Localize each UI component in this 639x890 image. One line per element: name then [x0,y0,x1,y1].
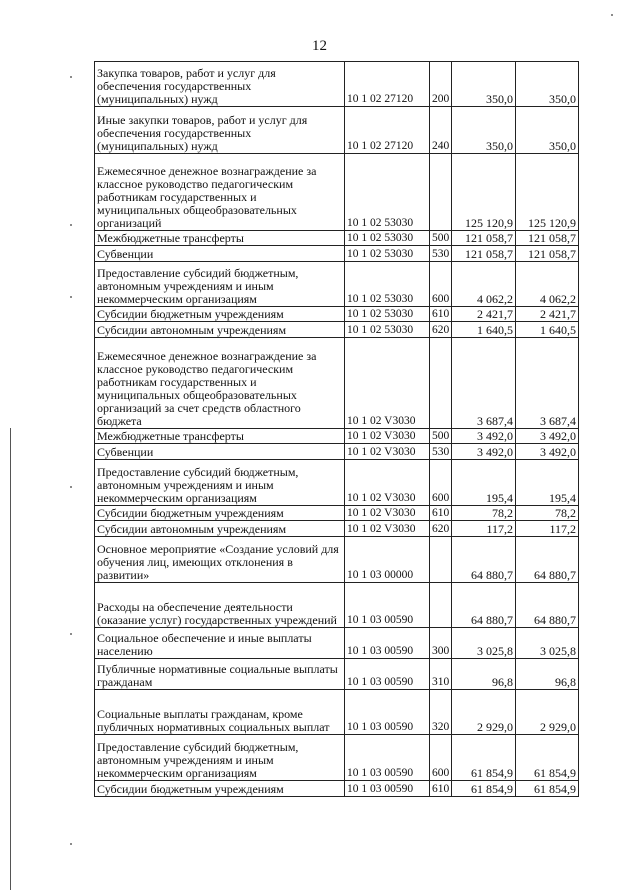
row-name-cell: Межбюджетные трансферты [95,231,345,246]
row-sum1-cell: 78,2 [452,506,516,521]
row-name-cell: Предоставление субсидий бюджетным, автономным учреждениям и иным некоммерческим организациям [95,460,345,506]
row-code-cell: 10 1 02 V3030 [345,338,430,429]
row-sum1-cell: 2 929,0 [452,690,516,735]
row-vr-cell: 620 [430,521,452,537]
row-name-cell: Субсидии автономным учреждениям [95,322,345,338]
row-sum2-cell: 3 687,4 [516,338,579,429]
row-vr-cell: 300 [430,628,452,659]
row-sum2-cell: 350,0 [516,107,579,154]
row-sum2-cell: 350,0 [516,62,579,107]
row-vr-cell: 600 [430,735,452,781]
row-code-cell: 10 1 02 53030 [345,246,430,262]
row-vr-cell: 200 [430,62,452,107]
row-sum2-cell: 61 854,9 [516,735,579,781]
row-sum1-cell: 64 880,7 [452,583,516,628]
budget-table [94,61,579,797]
row-vr-cell: 240 [430,107,452,154]
row-vr-cell: 500 [430,231,452,246]
row-sum2-cell: 2 421,7 [516,307,579,322]
table-row [95,460,579,506]
row-code-cell: 10 1 02 V3030 [345,429,430,444]
row-name-cell: Иные закупки товаров, работ и услуг для обеспечения государственных (муниципальных) нужд [95,107,345,154]
row-sum1-cell: 121 058,7 [452,231,516,246]
row-sum2-cell: 195,4 [516,460,579,506]
table-row [95,231,579,246]
page-number: 12 [312,38,327,54]
scan-speck [70,633,72,635]
row-vr-cell [430,583,452,628]
row-sum2-cell: 3 492,0 [516,429,579,444]
row-name-cell: Субсидии бюджетным учреждениям [95,307,345,322]
row-name-cell: Межбюджетные трансферты [95,429,345,444]
row-name-cell: Субсидии бюджетным учреждениям [95,506,345,521]
row-name-cell: Ежемесячное денежное вознаграждение за классное руководство педагогическим работникам государственных и муниципальных общеобразовательных организаций за счет средств областного бюджета [95,338,345,429]
row-sum1-cell: 96,8 [452,659,516,690]
row-sum1-cell: 3 687,4 [452,338,516,429]
table-row [95,246,579,262]
row-vr-cell: 500 [430,429,452,444]
row-sum2-cell: 61 854,9 [516,781,579,797]
budget-table-body [95,62,579,797]
row-sum1-cell: 350,0 [452,62,516,107]
row-vr-cell: 610 [430,781,452,797]
row-name-cell: Расходы на обеспечение деятельности (оказание услуг) государственных учреждений [95,583,345,628]
row-sum2-cell: 2 929,0 [516,690,579,735]
row-vr-cell [430,338,452,429]
row-sum2-cell: 121 058,7 [516,246,579,262]
table-row [95,521,579,537]
row-sum2-cell: 1 640,5 [516,322,579,338]
row-sum1-cell: 61 854,9 [452,781,516,797]
table-row [95,322,579,338]
row-code-cell: 10 1 02 V3030 [345,460,430,506]
row-code-cell: 10 1 02 V3030 [345,521,430,537]
row-sum2-cell: 3 025,8 [516,628,579,659]
row-vr-cell [430,537,452,583]
row-sum1-cell: 3 492,0 [452,429,516,444]
row-vr-cell [430,154,452,231]
row-vr-cell: 620 [430,322,452,338]
row-sum1-cell: 1 640,5 [452,322,516,338]
row-sum2-cell: 125 120,9 [516,154,579,231]
row-name-cell: Основное мероприятие «Создание условий для обучения лиц, имеющих отклонения в развитии» [95,537,345,583]
row-code-cell: 10 1 02 V3030 [345,444,430,460]
row-code-cell: 10 1 03 00590 [345,735,430,781]
row-code-cell: 10 1 02 53030 [345,307,430,322]
row-name-cell: Предоставление субсидий бюджетным, автономным учреждениям и иным некоммерческим организациям [95,262,345,307]
scan-speck [70,486,72,488]
row-vr-cell: 610 [430,506,452,521]
row-name-cell: Социальное обеспечение и иные выплаты населению [95,628,345,659]
row-sum2-cell: 64 880,7 [516,583,579,628]
row-name-cell: Субвенции [95,444,345,460]
row-sum1-cell: 64 880,7 [452,537,516,583]
row-sum2-cell: 78,2 [516,506,579,521]
row-code-cell: 10 1 03 00590 [345,781,430,797]
table-row [95,506,579,521]
table-row [95,107,579,154]
row-name-cell: Публичные нормативные социальные выплаты гражданам [95,659,345,690]
row-sum2-cell: 121 058,7 [516,231,579,246]
table-row [95,429,579,444]
row-name-cell: Ежемесячное денежное вознаграждение за классное руководство педагогическим работникам государственных и муниципальных общеобразовательных организаций [95,154,345,231]
row-code-cell: 10 1 03 00590 [345,583,430,628]
table-row [95,338,579,429]
row-sum1-cell: 3 025,8 [452,628,516,659]
row-name-cell: Закупка товаров, работ и услуг для обеспечения государственных (муниципальных) нужд [95,62,345,107]
row-name-cell: Субсидии автономным учреждениям [95,521,345,537]
table-row [95,628,579,659]
row-sum2-cell: 4 062,2 [516,262,579,307]
row-vr-cell: 600 [430,460,452,506]
row-code-cell: 10 1 03 00000 [345,537,430,583]
scan-speck [70,76,72,78]
row-sum1-cell: 195,4 [452,460,516,506]
table-row [95,62,579,107]
scan-speck [611,14,613,16]
table-row [95,444,579,460]
row-vr-cell: 530 [430,246,452,262]
row-code-cell: 10 1 02 53030 [345,262,430,307]
row-vr-cell: 310 [430,659,452,690]
row-sum2-cell: 96,8 [516,659,579,690]
row-name-cell: Социальные выплаты гражданам, кроме публичных нормативных социальных выплат [95,690,345,735]
scan-speck [70,224,72,226]
table-row [95,262,579,307]
row-sum2-cell: 3 492,0 [516,444,579,460]
row-vr-cell: 610 [430,307,452,322]
scan-speck [70,296,72,298]
table-row [95,154,579,231]
row-name-cell: Субсидии бюджетным учреждениям [95,781,345,797]
row-sum1-cell: 121 058,7 [452,246,516,262]
row-sum2-cell: 64 880,7 [516,537,579,583]
row-code-cell: 10 1 02 27120 [345,107,430,154]
table-row [95,537,579,583]
row-vr-cell: 600 [430,262,452,307]
table-row [95,781,579,797]
table-row [95,659,579,690]
scan-speck [70,843,72,845]
row-code-cell: 10 1 03 00590 [345,659,430,690]
row-code-cell: 10 1 02 53030 [345,231,430,246]
row-vr-cell: 320 [430,690,452,735]
row-sum1-cell: 3 492,0 [452,444,516,460]
row-sum1-cell: 125 120,9 [452,154,516,231]
row-sum2-cell: 117,2 [516,521,579,537]
table-row [95,735,579,781]
row-sum1-cell: 350,0 [452,107,516,154]
row-sum1-cell: 117,2 [452,521,516,537]
row-code-cell: 10 1 03 00590 [345,628,430,659]
row-name-cell: Субвенции [95,246,345,262]
row-code-cell: 10 1 03 00590 [345,690,430,735]
row-sum1-cell: 61 854,9 [452,735,516,781]
row-vr-cell: 530 [430,444,452,460]
row-sum1-cell: 4 062,2 [452,262,516,307]
scan-edge-line [10,428,11,890]
table-row [95,583,579,628]
row-code-cell: 10 1 02 V3030 [345,506,430,521]
table-row [95,690,579,735]
row-name-cell: Предоставление субсидий бюджетным, автономным учреждениям и иным некоммерческим организациям [95,735,345,781]
table-row [95,307,579,322]
row-sum1-cell: 2 421,7 [452,307,516,322]
row-code-cell: 10 1 02 53030 [345,322,430,338]
row-code-cell: 10 1 02 53030 [345,154,430,231]
row-code-cell: 10 1 02 27120 [345,62,430,107]
